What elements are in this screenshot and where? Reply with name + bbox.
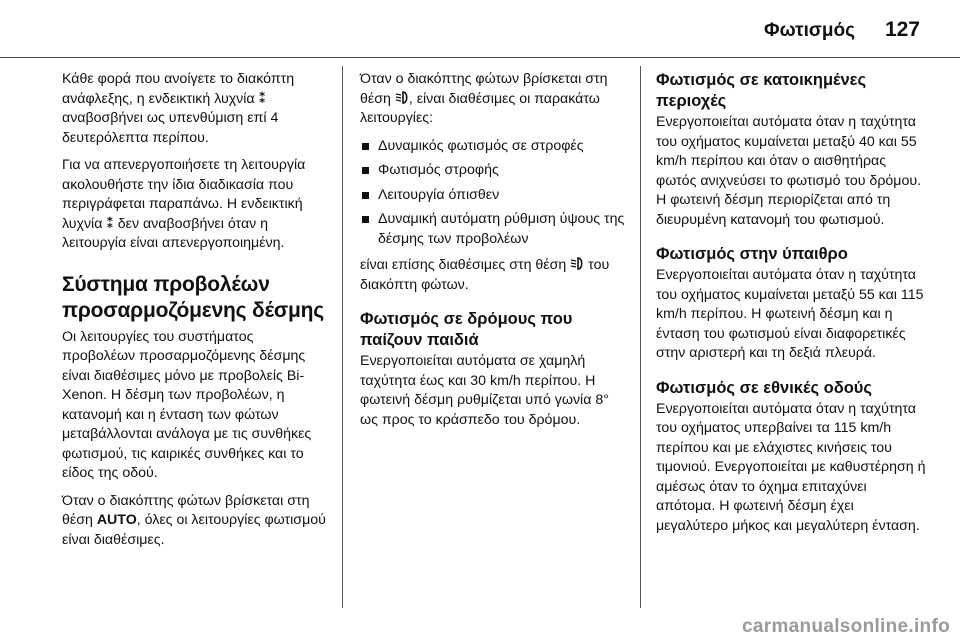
low-beam-icon [395,91,409,104]
paragraph-residential: Ενεργοποιείται αυτόματα όταν η ταχύτητα του οχήματος κυμαίνεται μεταξύ 40 και 55 km/h περίπου και όταν ο αισθητήρας φωτός ανιχνεύσει το φωτισμό του δρόμου. Η φωτεινή δέσμη περιορίζεται από τη διευρυμένη κατανομή του φωτισμού. [656,114,922,228]
paragraph-deactivate: Για να απενεργοποιήσετε τη λειτουργία ακολουθήστε την ίδια διαδικασία που περιγράφεται παραπάνω. Η ενδεικτική λυχνία ⁑ δεν αναβοσβήνει όταν η λειτουργία είναι απενεργοποιημένη. [62,157,306,251]
list-item: Φωτισμός στροφής [360,161,628,181]
page-number: 127 [884,18,920,41]
paragraph-children-streets: Ενεργοποιείται αυτόματα σε χαμηλή ταχύτητα έως και 30 km/h περίπου. Η φωτεινή δέσμη ρυθμίζεται υπό γωνία 8° ως προς το κράσπεδο του δρόμου. [360,353,609,428]
indicator-lamp-icon: ⁑ [106,215,114,232]
column-3 [656,70,926,544]
heading-highways: Φωτισμός σε εθνικές οδούς [656,378,872,397]
heading-adaptive-lighting: Σύστημα προβολέων προσαρμοζόμενης δέσμης [62,272,325,322]
list-item: Δυναμικός φωτισμός σε στροφές [360,137,628,157]
indicator-lamp-icon: ⁑ [258,90,266,107]
column-divider-1 [342,66,343,608]
paragraph-highways: Ενεργοποιείται αυτόματα όταν η ταχύτητα του οχήματος υπερβαίνει τα 115 km/h περίπου και με ελάχιστες κινήσεις του τιμονιού. Ενεργοποιείται με καθυστέρηση ή αμέσως όταν το όχημα επιταχύνει απότομα. Η φωτεινή δέσμη έχει μεγαλύτερο μήκος και μεγαλύτερη ένταση. [656,400,926,534]
page-header [764,18,920,48]
list-item: Λειτουργία όπισθεν [360,186,628,206]
section-title: Φωτισμός [763,20,855,41]
watermark: carmanualsonline.info [742,616,950,637]
paragraph-countryside: Ενεργοποιείται αυτόματα όταν η ταχύτητα του οχήματος κυμαίνεται μεταξύ 55 και 115 km/h περίπου. Η φωτεινή δέσμη και η ένταση του φωτισμού είναι διαφορετικές στην αριστερή και τη δεξιά πλευρά. [656,267,924,361]
paragraph-reminder: Κάθε φορά που ανοίγετε το διακόπτη ανάφλεξης, η ενδεικτική λυχνία ⁑ αναβοσβήνει ως υπενθύμιση επί 4 δευτερόλεπτα περίπου. [62,71,295,146]
paragraph-adaptive-intro: Οι λειτουργίες του συστήματος προβολέων προσαρμοζόμενης δέσμης είναι διαθέσιμες μόνο με προβολείς Bi-Xenon. Η δέσμη των προβολέων, η κατανομή και η ένταση των φώτων μεταβάλλονται ανάλογα με τις συνθήκες φωτισμού, τις καιρικές συνθήκες και το είδος της οδού. [62,328,312,481]
heading-countryside: Φωτισμός στην ύπαιθρο [656,245,848,263]
column-divider-2 [640,66,641,608]
header-rule [0,57,960,58]
function-list [360,137,628,250]
list-item: Δυναμική αυτόματη ρύθμιση ύψους της δέσμης των προβολέων [360,210,628,249]
paragraph-also-available: είναι επίσης διαθέσιμες στη θέση του διακόπτη φώτων. [360,257,610,293]
heading-residential: Φωτισμός σε κατοικημένες περιοχές [656,71,867,110]
heading-children-streets: Φωτισμός σε δρόμους που παίζουν παιδιά [360,310,573,349]
low-beam-icon [570,257,584,270]
column-1 [62,70,330,558]
paragraph-low-beam-position: Όταν ο διακόπτης φώτων βρίσκεται στη θέση , είναι διαθέσιμες οι παρακάτω λειτουργίες: [360,71,608,126]
paragraph-auto-position: Όταν ο διακόπτης φώτων βρίσκεται στη θέση AUTO, όλες οι λειτουργίες φωτισμού είναι διαθέσιμες. [62,492,326,548]
auto-label: AUTO [96,512,137,528]
column-2 [360,70,628,438]
